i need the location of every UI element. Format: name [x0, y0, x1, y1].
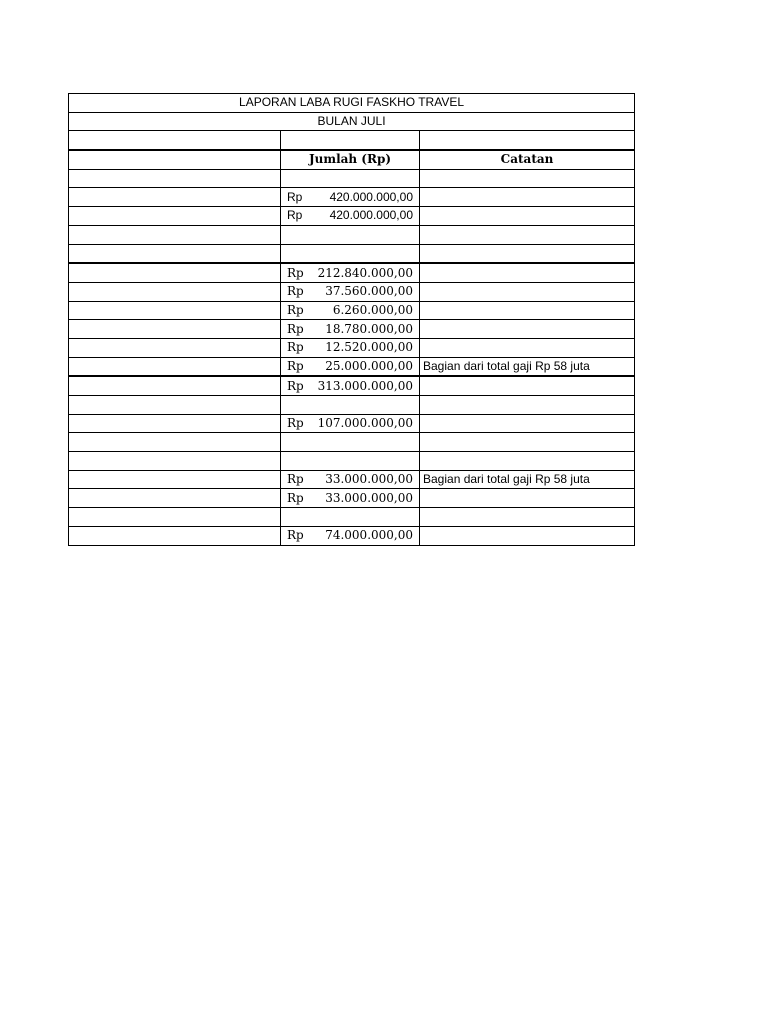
amount-value — [284, 321, 416, 338]
amount-number: 212.840.000,00 — [317, 265, 413, 280]
amount-cell — [281, 244, 420, 263]
note-cell — [420, 244, 635, 263]
amount-cell — [281, 508, 420, 527]
amount-column-header: Jumlah (Rp) — [281, 150, 420, 169]
row-label-cell — [69, 282, 281, 301]
amount-number: 33.000.000,00 — [325, 472, 413, 487]
title-row — [69, 94, 635, 113]
currency-label: Rp — [287, 208, 303, 223]
amount-number: 420.000.000,00 — [329, 189, 413, 204]
table-row — [69, 376, 635, 395]
table-row — [69, 357, 635, 376]
amount-value — [284, 189, 416, 206]
amount-number: 25.000.000,00 — [325, 358, 413, 373]
currency-label: Rp — [287, 302, 304, 317]
table-row — [69, 320, 635, 339]
currency-label: Rp — [287, 378, 304, 393]
row-label-cell — [69, 414, 281, 433]
currency-label: Rp — [287, 189, 303, 204]
amount-value — [284, 302, 416, 319]
table-row — [69, 225, 635, 244]
note-cell — [420, 414, 635, 433]
report-title: LAPORAN LABA RUGI FASKHO TRAVEL — [69, 94, 635, 113]
note-cell — [420, 396, 635, 415]
note-cell — [420, 320, 635, 339]
row-label-cell — [69, 433, 281, 452]
table-row — [69, 489, 635, 508]
amount-value — [284, 490, 416, 507]
currency-label: Rp — [287, 416, 304, 431]
row-label-cell — [69, 508, 281, 527]
amount-cell — [281, 263, 420, 282]
cell — [281, 131, 420, 150]
table-row — [69, 244, 635, 263]
amount-cell — [281, 526, 420, 545]
row-label-cell — [69, 263, 281, 282]
row-label-cell — [69, 526, 281, 545]
table-row — [69, 470, 635, 489]
row-label-cell — [69, 169, 281, 188]
amount-value — [284, 378, 416, 395]
table-row — [69, 263, 635, 282]
amount-value — [284, 415, 416, 432]
table-row — [69, 301, 635, 320]
row-label-cell — [69, 357, 281, 376]
amount-number: 6.260.000,00 — [332, 302, 413, 317]
note-cell — [420, 526, 635, 545]
note-cell — [420, 338, 635, 357]
amount-cell — [281, 433, 420, 452]
cell — [420, 131, 635, 150]
row-label-cell — [69, 470, 281, 489]
amount-cell — [281, 282, 420, 301]
amount-cell — [281, 225, 420, 244]
amount-cell — [281, 169, 420, 188]
row-label-cell — [69, 338, 281, 357]
amount-number: 107.000.000,00 — [317, 416, 413, 431]
amount-cell — [281, 396, 420, 415]
note-cell — [420, 263, 635, 282]
table-row — [69, 526, 635, 545]
note-cell — [420, 376, 635, 395]
currency-label: Rp — [287, 340, 304, 355]
note-cell: Bagian dari total gaji Rp 58 juta — [420, 470, 635, 489]
amount-cell — [281, 470, 420, 489]
amount-value — [284, 339, 416, 356]
amount-cell — [281, 207, 420, 226]
amount-number: 18.780.000,00 — [325, 321, 413, 336]
column-header-row — [69, 150, 635, 169]
note-cell — [420, 188, 635, 207]
subtitle-row — [69, 112, 635, 131]
currency-label: Rp — [287, 358, 304, 373]
note-cell — [420, 282, 635, 301]
amount-value — [284, 471, 416, 488]
amount-number: 37.560.000,00 — [325, 284, 413, 299]
currency-label: Rp — [287, 472, 304, 487]
amount-number: 313.000.000,00 — [317, 378, 413, 393]
amount-number: 33.000.000,00 — [325, 490, 413, 505]
spacer-row — [69, 131, 635, 150]
amount-value — [284, 358, 416, 375]
row-label-cell — [69, 489, 281, 508]
row-label-cell — [69, 376, 281, 395]
amount-value — [284, 265, 416, 282]
row-label-cell — [69, 207, 281, 226]
amount-cell — [281, 338, 420, 357]
amount-cell — [281, 376, 420, 395]
currency-label: Rp — [287, 265, 304, 280]
amount-cell — [281, 320, 420, 339]
note-cell — [420, 301, 635, 320]
amount-number: 420.000.000,00 — [329, 208, 413, 223]
row-label-cell — [69, 301, 281, 320]
row-label-cell — [69, 244, 281, 263]
currency-label: Rp — [287, 321, 304, 336]
note-cell — [420, 169, 635, 188]
amount-number: 74.000.000,00 — [325, 528, 413, 543]
amount-value — [284, 207, 416, 224]
table-row — [69, 188, 635, 207]
label-header-cell — [69, 150, 281, 169]
table-row — [69, 169, 635, 188]
amount-cell — [281, 452, 420, 471]
row-label-cell — [69, 396, 281, 415]
amount-cell — [281, 489, 420, 508]
amount-cell — [281, 357, 420, 376]
note-cell — [420, 452, 635, 471]
note-cell — [420, 433, 635, 452]
row-label-cell — [69, 225, 281, 244]
amount-number: 12.520.000,00 — [325, 340, 413, 355]
table-row — [69, 338, 635, 357]
row-label-cell — [69, 452, 281, 471]
note-cell — [420, 508, 635, 527]
currency-label: Rp — [287, 490, 304, 505]
currency-label: Rp — [287, 284, 304, 299]
table-row — [69, 396, 635, 415]
currency-label: Rp — [287, 528, 304, 543]
amount-value — [284, 283, 416, 300]
note-cell — [420, 489, 635, 508]
note-cell: Bagian dari total gaji Rp 58 juta — [420, 357, 635, 376]
note-column-header: Catatan — [420, 150, 635, 169]
amount-value — [284, 527, 416, 544]
table-row — [69, 207, 635, 226]
amount-cell — [281, 188, 420, 207]
table-row — [69, 414, 635, 433]
note-cell — [420, 207, 635, 226]
report-subtitle: BULAN JULI — [69, 112, 635, 131]
amount-cell — [281, 414, 420, 433]
table-row — [69, 433, 635, 452]
note-cell — [420, 225, 635, 244]
table-row — [69, 282, 635, 301]
table-row — [69, 508, 635, 527]
cell — [69, 131, 281, 150]
row-label-cell — [69, 320, 281, 339]
income-statement-table — [68, 93, 635, 546]
amount-cell — [281, 301, 420, 320]
table-row — [69, 452, 635, 471]
row-label-cell — [69, 188, 281, 207]
